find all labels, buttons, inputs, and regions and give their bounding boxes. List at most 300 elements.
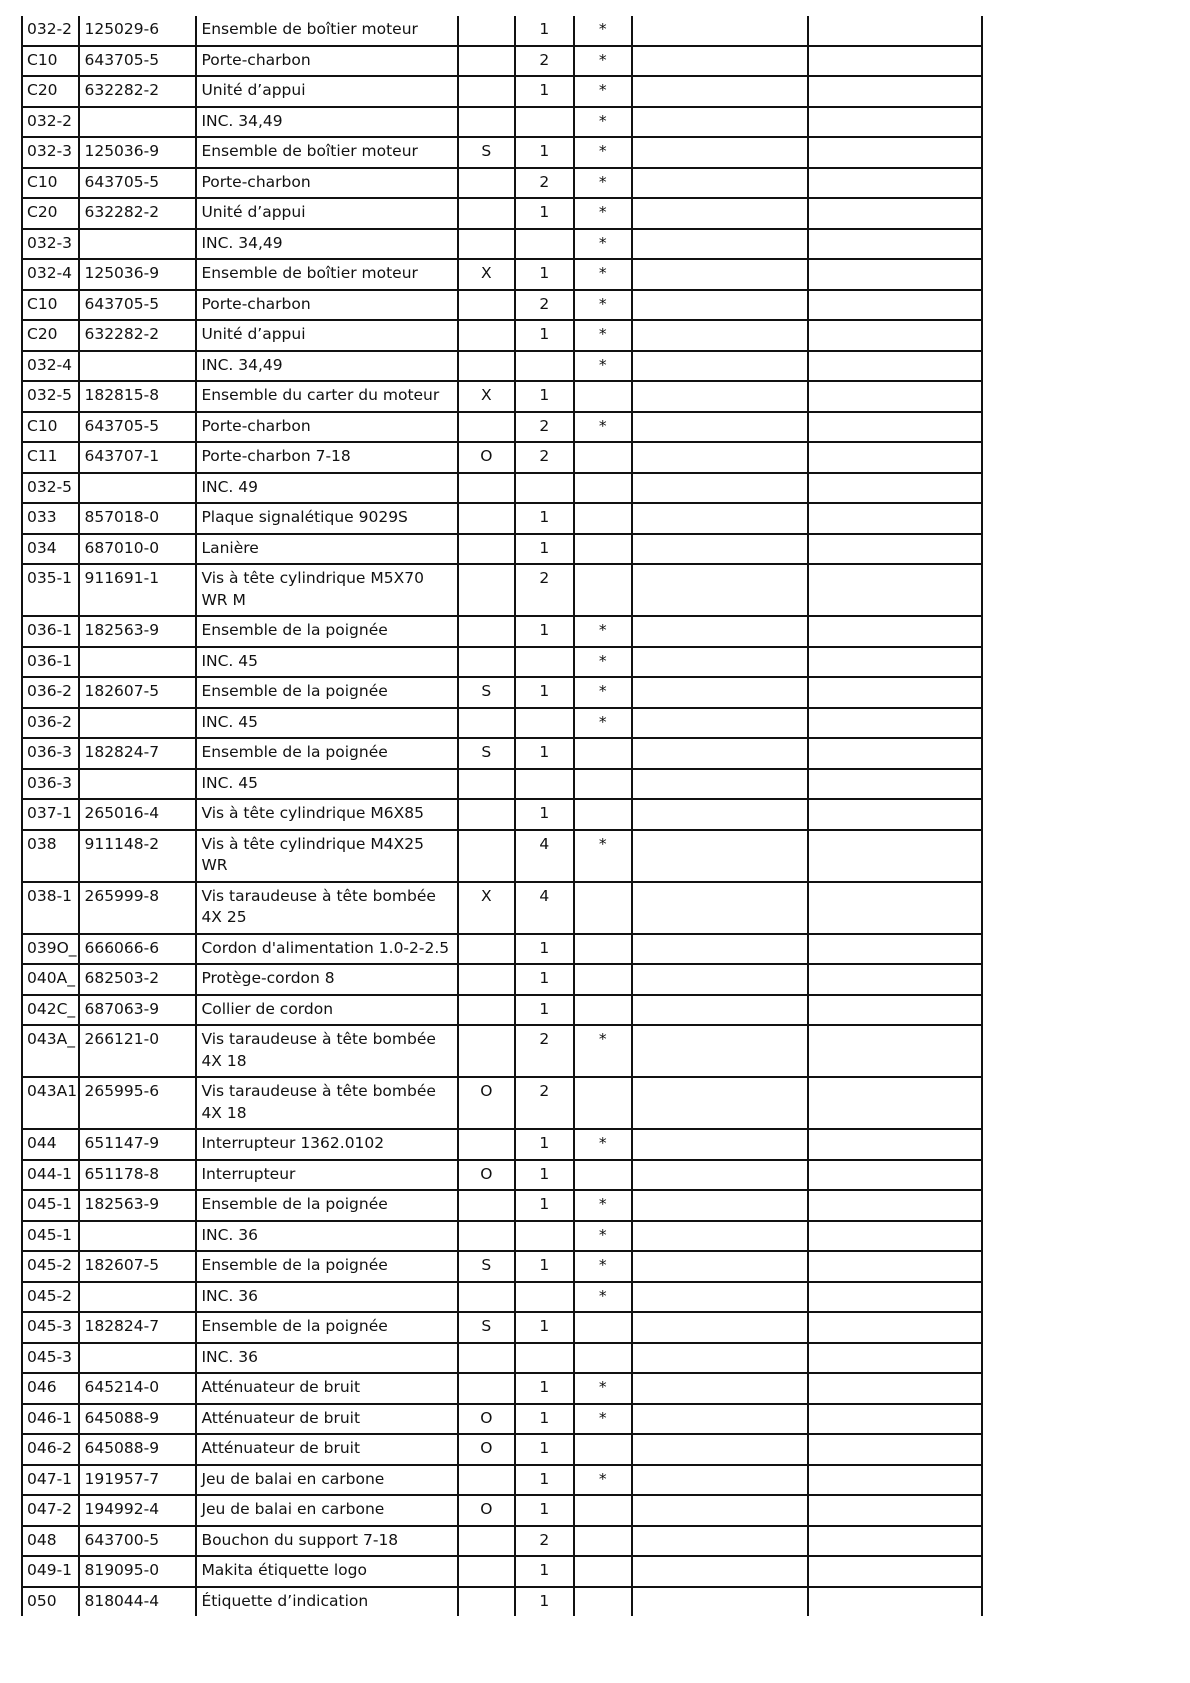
- quantity-cell: [515, 107, 573, 138]
- extra-cell-2: [808, 1251, 983, 1282]
- item-number-cell: 046-1: [22, 1404, 79, 1435]
- marker-cell: [574, 882, 632, 934]
- quantity-cell: 1: [515, 381, 573, 412]
- marker-cell: *: [574, 351, 632, 382]
- part-number-cell: 643705-5: [79, 46, 196, 77]
- note-code-cell: [458, 107, 515, 138]
- table-row: [22, 1343, 982, 1374]
- note-code-cell: [458, 473, 515, 504]
- note-code-cell: X: [458, 882, 515, 934]
- note-code-cell: [458, 16, 515, 46]
- table-row: [22, 647, 982, 678]
- note-code-cell: [458, 503, 515, 534]
- marker-cell: *: [574, 137, 632, 168]
- note-code-cell: [458, 964, 515, 995]
- marker-cell: [574, 381, 632, 412]
- extra-cell-1: [632, 229, 807, 260]
- quantity-cell: 1: [515, 934, 573, 965]
- part-number-cell: 182607-5: [79, 1251, 196, 1282]
- extra-cell-1: [632, 351, 807, 382]
- note-code-cell: [458, 1221, 515, 1252]
- table-row: [22, 76, 982, 107]
- extra-cell-1: [632, 442, 807, 473]
- extra-cell-1: [632, 1526, 807, 1557]
- note-code-cell: [458, 564, 515, 616]
- part-number-cell: 645088-9: [79, 1434, 196, 1465]
- description-cell: Collier de cordon: [196, 995, 457, 1026]
- marker-cell: *: [574, 1282, 632, 1313]
- item-number-cell: 032-4: [22, 351, 79, 382]
- item-number-cell: 035-1: [22, 564, 79, 616]
- item-number-cell: 036-1: [22, 616, 79, 647]
- extra-cell-2: [808, 1282, 983, 1313]
- part-number-cell: [79, 473, 196, 504]
- table-row: [22, 708, 982, 739]
- extra-cell-1: [632, 830, 807, 882]
- description-cell: Ensemble de la poignée: [196, 738, 457, 769]
- table-row: [22, 259, 982, 290]
- quantity-cell: 1: [515, 1404, 573, 1435]
- part-number-cell: 125036-9: [79, 137, 196, 168]
- extra-cell-1: [632, 799, 807, 830]
- extra-cell-2: [808, 534, 983, 565]
- marker-cell: *: [574, 259, 632, 290]
- extra-cell-1: [632, 107, 807, 138]
- extra-cell-2: [808, 564, 983, 616]
- quantity-cell: 4: [515, 830, 573, 882]
- extra-cell-2: [808, 1129, 983, 1160]
- note-code-cell: [458, 1587, 515, 1617]
- quantity-cell: 2: [515, 290, 573, 321]
- quantity-cell: 4: [515, 882, 573, 934]
- description-cell: Interrupteur 1362.0102: [196, 1129, 457, 1160]
- description-cell: Jeu de balai en carbone: [196, 1495, 457, 1526]
- marker-cell: [574, 799, 632, 830]
- table-row: [22, 534, 982, 565]
- item-number-cell: 036-3: [22, 769, 79, 800]
- table-row: [22, 1556, 982, 1587]
- note-code-cell: [458, 534, 515, 565]
- marker-cell: *: [574, 1373, 632, 1404]
- marker-cell: [574, 1077, 632, 1129]
- description-cell: Vis taraudeuse à tête bombée 4X 18: [196, 1077, 457, 1129]
- extra-cell-1: [632, 647, 807, 678]
- quantity-cell: 1: [515, 76, 573, 107]
- extra-cell-2: [808, 229, 983, 260]
- table-row: [22, 964, 982, 995]
- part-number-cell: 194992-4: [79, 1495, 196, 1526]
- extra-cell-1: [632, 738, 807, 769]
- item-number-cell: 045-1: [22, 1221, 79, 1252]
- marker-cell: [574, 503, 632, 534]
- note-code-cell: [458, 934, 515, 965]
- item-number-cell: 032-3: [22, 137, 79, 168]
- table-row: [22, 1312, 982, 1343]
- description-cell: Ensemble de la poignée: [196, 1251, 457, 1282]
- item-number-cell: 032-2: [22, 16, 79, 46]
- item-number-cell: 036-2: [22, 708, 79, 739]
- extra-cell-2: [808, 964, 983, 995]
- table-row: [22, 198, 982, 229]
- extra-cell-1: [632, 564, 807, 616]
- item-number-cell: C10: [22, 290, 79, 321]
- item-number-cell: 036-3: [22, 738, 79, 769]
- part-number-cell: [79, 708, 196, 739]
- part-number-cell: [79, 107, 196, 138]
- item-number-cell: 033: [22, 503, 79, 534]
- quantity-cell: 1: [515, 137, 573, 168]
- table-row: [22, 995, 982, 1026]
- extra-cell-2: [808, 137, 983, 168]
- extra-cell-1: [632, 1556, 807, 1587]
- note-code-cell: [458, 168, 515, 199]
- quantity-cell: 1: [515, 677, 573, 708]
- quantity-cell: [515, 473, 573, 504]
- extra-cell-2: [808, 503, 983, 534]
- part-number-cell: 687010-0: [79, 534, 196, 565]
- item-number-cell: 038: [22, 830, 79, 882]
- extra-cell-2: [808, 168, 983, 199]
- extra-cell-1: [632, 198, 807, 229]
- quantity-cell: 1: [515, 1251, 573, 1282]
- extra-cell-2: [808, 1025, 983, 1077]
- extra-cell-2: [808, 1495, 983, 1526]
- extra-cell-2: [808, 769, 983, 800]
- marker-cell: [574, 534, 632, 565]
- table-row: [22, 1465, 982, 1496]
- marker-cell: [574, 442, 632, 473]
- description-cell: INC. 45: [196, 708, 457, 739]
- item-number-cell: C10: [22, 412, 79, 443]
- marker-cell: *: [574, 708, 632, 739]
- description-cell: INC. 34,49: [196, 229, 457, 260]
- extra-cell-1: [632, 1025, 807, 1077]
- quantity-cell: [515, 1343, 573, 1374]
- extra-cell-1: [632, 964, 807, 995]
- table-row: [22, 1404, 982, 1435]
- description-cell: Vis taraudeuse à tête bombée 4X 25: [196, 882, 457, 934]
- marker-cell: *: [574, 616, 632, 647]
- extra-cell-2: [808, 16, 983, 46]
- part-number-cell: 125029-6: [79, 16, 196, 46]
- item-number-cell: 036-1: [22, 647, 79, 678]
- extra-cell-1: [632, 995, 807, 1026]
- extra-cell-1: [632, 290, 807, 321]
- note-code-cell: O: [458, 1077, 515, 1129]
- marker-cell: *: [574, 320, 632, 351]
- extra-cell-2: [808, 351, 983, 382]
- note-code-cell: O: [458, 1495, 515, 1526]
- table-row: [22, 168, 982, 199]
- extra-cell-2: [808, 1312, 983, 1343]
- part-number-cell: 182824-7: [79, 1312, 196, 1343]
- description-cell: Étiquette d’indication: [196, 1587, 457, 1617]
- part-number-cell: 643705-5: [79, 290, 196, 321]
- table-row: [22, 934, 982, 965]
- description-cell: Porte-charbon: [196, 46, 457, 77]
- extra-cell-2: [808, 934, 983, 965]
- item-number-cell: 044: [22, 1129, 79, 1160]
- table-row: [22, 1221, 982, 1252]
- note-code-cell: [458, 412, 515, 443]
- extra-cell-1: [632, 1495, 807, 1526]
- note-code-cell: [458, 1343, 515, 1374]
- description-cell: Ensemble de la poignée: [196, 1312, 457, 1343]
- part-number-cell: [79, 229, 196, 260]
- extra-cell-2: [808, 1343, 983, 1374]
- note-code-cell: [458, 708, 515, 739]
- part-number-cell: [79, 1221, 196, 1252]
- description-cell: Makita étiquette logo: [196, 1556, 457, 1587]
- description-cell: Atténuateur de bruit: [196, 1434, 457, 1465]
- parts-list-table: [21, 16, 983, 1616]
- quantity-cell: 1: [515, 259, 573, 290]
- item-number-cell: C20: [22, 198, 79, 229]
- item-number-cell: 032-2: [22, 107, 79, 138]
- part-number-cell: [79, 769, 196, 800]
- item-number-cell: 045-2: [22, 1282, 79, 1313]
- marker-cell: *: [574, 1129, 632, 1160]
- note-code-cell: [458, 229, 515, 260]
- note-code-cell: [458, 1190, 515, 1221]
- extra-cell-1: [632, 76, 807, 107]
- extra-cell-2: [808, 647, 983, 678]
- part-number-cell: 182607-5: [79, 677, 196, 708]
- note-code-cell: [458, 351, 515, 382]
- extra-cell-1: [632, 1312, 807, 1343]
- extra-cell-1: [632, 320, 807, 351]
- description-cell: Vis taraudeuse à tête bombée 4X 18: [196, 1025, 457, 1077]
- quantity-cell: [515, 647, 573, 678]
- quantity-cell: 1: [515, 16, 573, 46]
- extra-cell-1: [632, 412, 807, 443]
- extra-cell-1: [632, 503, 807, 534]
- quantity-cell: 1: [515, 1556, 573, 1587]
- note-code-cell: S: [458, 677, 515, 708]
- item-number-cell: 043A1: [22, 1077, 79, 1129]
- quantity-cell: 2: [515, 1025, 573, 1077]
- table-row: [22, 1373, 982, 1404]
- description-cell: INC. 36: [196, 1343, 457, 1374]
- marker-cell: [574, 1434, 632, 1465]
- extra-cell-2: [808, 290, 983, 321]
- table-row: [22, 46, 982, 77]
- quantity-cell: [515, 229, 573, 260]
- marker-cell: [574, 1526, 632, 1557]
- marker-cell: [574, 769, 632, 800]
- extra-cell-2: [808, 1587, 983, 1617]
- marker-cell: *: [574, 1465, 632, 1496]
- marker-cell: *: [574, 76, 632, 107]
- note-code-cell: [458, 320, 515, 351]
- table-row: [22, 882, 982, 934]
- description-cell: INC. 36: [196, 1221, 457, 1252]
- extra-cell-2: [808, 259, 983, 290]
- marker-cell: [574, 1556, 632, 1587]
- description-cell: Vis à tête cylindrique M4X25 WR: [196, 830, 457, 882]
- quantity-cell: 2: [515, 564, 573, 616]
- description-cell: Jeu de balai en carbone: [196, 1465, 457, 1496]
- marker-cell: *: [574, 168, 632, 199]
- marker-cell: [574, 995, 632, 1026]
- extra-cell-1: [632, 1251, 807, 1282]
- extra-cell-2: [808, 1190, 983, 1221]
- description-cell: Ensemble de la poignée: [196, 1190, 457, 1221]
- item-number-cell: 045-1: [22, 1190, 79, 1221]
- quantity-cell: 1: [515, 534, 573, 565]
- part-number-cell: [79, 647, 196, 678]
- part-number-cell: 643707-1: [79, 442, 196, 473]
- table-row: [22, 1025, 982, 1077]
- extra-cell-2: [808, 46, 983, 77]
- item-number-cell: 045-3: [22, 1343, 79, 1374]
- item-number-cell: 040A_: [22, 964, 79, 995]
- quantity-cell: 1: [515, 1587, 573, 1617]
- item-number-cell: 047-2: [22, 1495, 79, 1526]
- description-cell: Ensemble du carter du moteur: [196, 381, 457, 412]
- extra-cell-2: [808, 1077, 983, 1129]
- table-row: [22, 1190, 982, 1221]
- marker-cell: [574, 738, 632, 769]
- extra-cell-2: [808, 1160, 983, 1191]
- extra-cell-2: [808, 799, 983, 830]
- description-cell: Unité d’appui: [196, 320, 457, 351]
- item-number-cell: C20: [22, 320, 79, 351]
- extra-cell-1: [632, 381, 807, 412]
- marker-cell: [574, 473, 632, 504]
- note-code-cell: [458, 799, 515, 830]
- part-number-cell: 818044-4: [79, 1587, 196, 1617]
- extra-cell-2: [808, 1526, 983, 1557]
- table-row: [22, 1434, 982, 1465]
- item-number-cell: 050: [22, 1587, 79, 1617]
- extra-cell-2: [808, 76, 983, 107]
- note-code-cell: S: [458, 1312, 515, 1343]
- extra-cell-2: [808, 1373, 983, 1404]
- part-number-cell: 191957-7: [79, 1465, 196, 1496]
- description-cell: Porte-charbon 7-18: [196, 442, 457, 473]
- description-cell: Plaque signalétique 9029S: [196, 503, 457, 534]
- description-cell: Unité d’appui: [196, 198, 457, 229]
- item-number-cell: 036-2: [22, 677, 79, 708]
- extra-cell-2: [808, 412, 983, 443]
- extra-cell-1: [632, 473, 807, 504]
- part-number-cell: 265999-8: [79, 882, 196, 934]
- part-number-cell: 266121-0: [79, 1025, 196, 1077]
- extra-cell-1: [632, 137, 807, 168]
- extra-cell-2: [808, 1434, 983, 1465]
- item-number-cell: 046-2: [22, 1434, 79, 1465]
- table-row: [22, 1251, 982, 1282]
- quantity-cell: 1: [515, 738, 573, 769]
- marker-cell: [574, 1495, 632, 1526]
- quantity-cell: 1: [515, 1373, 573, 1404]
- marker-cell: *: [574, 229, 632, 260]
- extra-cell-2: [808, 320, 983, 351]
- quantity-cell: 1: [515, 1190, 573, 1221]
- description-cell: Ensemble de boîtier moteur: [196, 137, 457, 168]
- quantity-cell: [515, 708, 573, 739]
- extra-cell-2: [808, 738, 983, 769]
- part-number-cell: 182815-8: [79, 381, 196, 412]
- description-cell: INC. 45: [196, 647, 457, 678]
- item-number-cell: 038-1: [22, 882, 79, 934]
- description-cell: Ensemble de la poignée: [196, 677, 457, 708]
- item-number-cell: C11: [22, 442, 79, 473]
- extra-cell-2: [808, 1465, 983, 1496]
- table-row: [22, 503, 982, 534]
- part-number-cell: 632282-2: [79, 198, 196, 229]
- table-row: [22, 769, 982, 800]
- quantity-cell: 1: [515, 198, 573, 229]
- item-number-cell: 032-4: [22, 259, 79, 290]
- marker-cell: [574, 1343, 632, 1374]
- extra-cell-2: [808, 1221, 983, 1252]
- description-cell: INC. 49: [196, 473, 457, 504]
- item-number-cell: 046: [22, 1373, 79, 1404]
- part-number-cell: 182824-7: [79, 738, 196, 769]
- parts-list-body: [22, 16, 982, 1616]
- part-number-cell: 911148-2: [79, 830, 196, 882]
- part-number-cell: [79, 1343, 196, 1374]
- note-code-cell: O: [458, 442, 515, 473]
- extra-cell-2: [808, 708, 983, 739]
- part-number-cell: 643705-5: [79, 168, 196, 199]
- note-code-cell: [458, 1526, 515, 1557]
- marker-cell: *: [574, 677, 632, 708]
- item-number-cell: 048: [22, 1526, 79, 1557]
- table-row: [22, 1587, 982, 1617]
- extra-cell-1: [632, 1404, 807, 1435]
- note-code-cell: X: [458, 381, 515, 412]
- extra-cell-1: [632, 677, 807, 708]
- description-cell: Ensemble de boîtier moteur: [196, 259, 457, 290]
- item-number-cell: 032-5: [22, 381, 79, 412]
- quantity-cell: 1: [515, 1495, 573, 1526]
- description-cell: Vis à tête cylindrique M5X70 WR M: [196, 564, 457, 616]
- extra-cell-1: [632, 1190, 807, 1221]
- table-row: [22, 616, 982, 647]
- part-number-cell: 182563-9: [79, 1190, 196, 1221]
- marker-cell: *: [574, 1251, 632, 1282]
- extra-cell-2: [808, 198, 983, 229]
- part-number-cell: 645088-9: [79, 1404, 196, 1435]
- marker-cell: *: [574, 647, 632, 678]
- part-number-cell: 911691-1: [79, 564, 196, 616]
- extra-cell-1: [632, 1465, 807, 1496]
- marker-cell: [574, 1160, 632, 1191]
- note-code-cell: S: [458, 1251, 515, 1282]
- extra-cell-2: [808, 381, 983, 412]
- table-row: [22, 442, 982, 473]
- extra-cell-1: [632, 1343, 807, 1374]
- note-code-cell: [458, 616, 515, 647]
- description-cell: INC. 34,49: [196, 351, 457, 382]
- quantity-cell: [515, 1221, 573, 1252]
- extra-cell-1: [632, 16, 807, 46]
- note-code-cell: [458, 290, 515, 321]
- extra-cell-1: [632, 1160, 807, 1191]
- description-cell: Porte-charbon: [196, 168, 457, 199]
- part-number-cell: [79, 351, 196, 382]
- note-code-cell: O: [458, 1434, 515, 1465]
- note-code-cell: X: [458, 259, 515, 290]
- quantity-cell: 1: [515, 1465, 573, 1496]
- extra-cell-1: [632, 882, 807, 934]
- note-code-cell: S: [458, 738, 515, 769]
- item-number-cell: 032-3: [22, 229, 79, 260]
- marker-cell: *: [574, 16, 632, 46]
